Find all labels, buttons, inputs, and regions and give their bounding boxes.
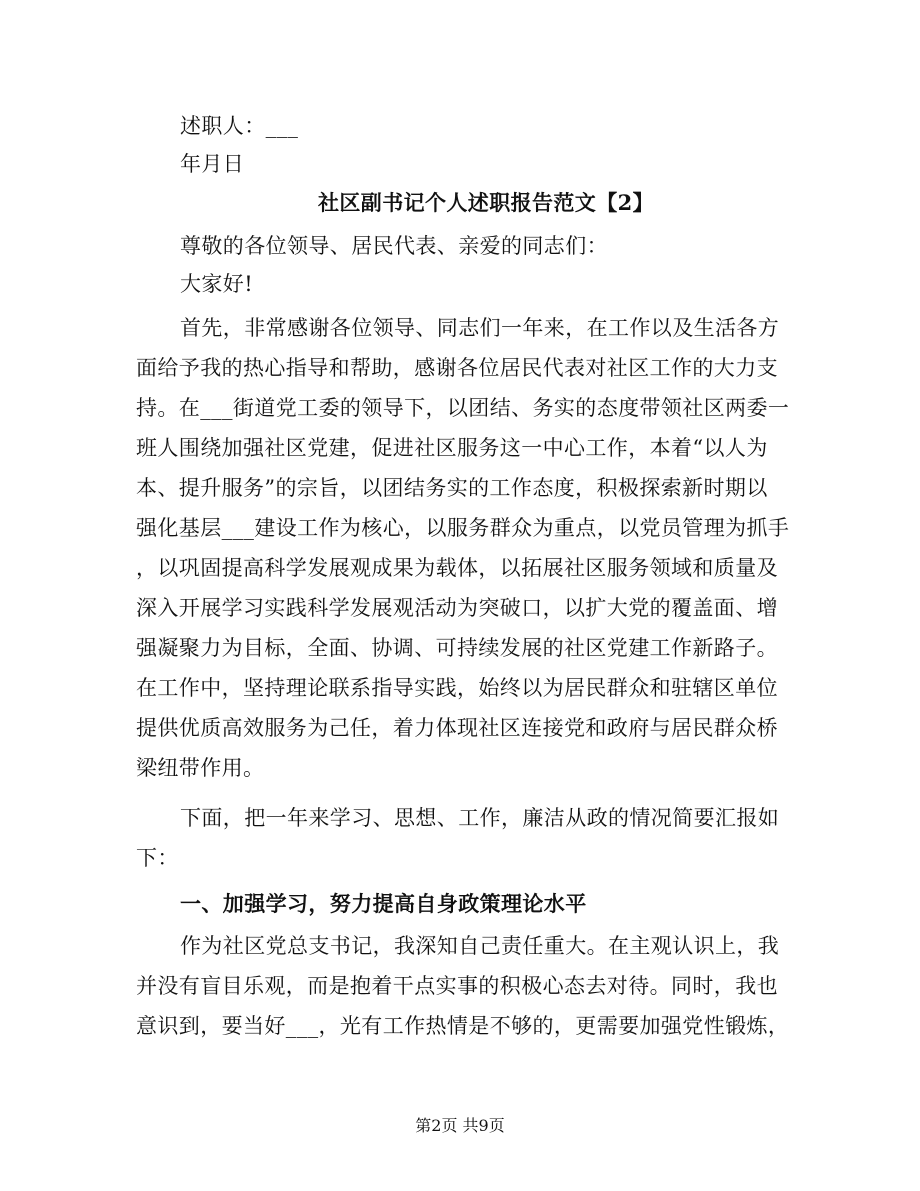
para3-line: 意识到，要当好___，光有工作热情是不够的，更需要加强党性锻炼， [136,1014,790,1038]
para1-line: 持。在___街道党工委的领导下，以团结、务实的态度带领社区两委一 [136,396,790,420]
hello-line: 大家好! [180,272,254,296]
para1-line: 本、提升服务”的宗旨，以团结务实的工作态度，积极探索新时期以 [136,476,768,500]
para1-line: 班人围绕加强社区党建，促进社区服务这一中心工作，本着“以人为 [136,436,768,460]
para1-line: 在工作中，坚持理论联系指导实践，始终以为居民群众和驻辖区单位 [136,676,778,700]
page-number-footer: 第2页 共9页 [415,1116,505,1135]
para1-line: 强化基层___建设工作为核心，以服务群众为重点，以党员管理为抓手 [136,516,790,540]
document-title: 社区副书记个人述职报告范文【2】 [318,190,655,215]
para1-line: 面给予我的热心指导和帮助，感谢各位居民代表对社区工作的大力支 [136,356,778,380]
greeting-line: 尊敬的各位领导、居民代表、亲爱的同志们： [180,234,608,258]
para1-line: 强凝聚力为目标，全面、协调、可持续发展的社区党建工作新路子。 [136,636,778,660]
para2-line: 下面，把一年来学习、思想、工作，廉洁从政的情况简要汇报如 [180,806,780,830]
para1-line: 首先，非常感谢各位领导、同志们一年来，在工作以及生活各方 [180,316,780,340]
para1-line: ，以巩固提高科学发展观成果为载体，以拓展社区服务领域和质量及 [136,556,778,580]
para1-line: 梁纽带作用。 [136,756,265,780]
para3-line: 作为社区党总支书记，我深知自己责任重大。在主观认识上，我 [180,934,780,958]
signature-line: 述职人：___ [180,114,299,138]
para3-line: 并没有盲目乐观，而是抱着干点实事的积极心态去对待。同时，我也 [136,974,778,998]
para1-line: 提供优质高效服务为己任，着力体现社区连接党和政府与居民群众桥 [136,716,778,740]
para2-line: 下： [136,846,179,870]
para1-line: 深入开展学习实践科学发展观活动为突破口，以扩大党的覆盖面、增 [136,596,778,620]
section-heading: 一、加强学习，努力提高自身政策理论水平 [180,891,587,916]
date-line: 年月日 [180,152,245,176]
